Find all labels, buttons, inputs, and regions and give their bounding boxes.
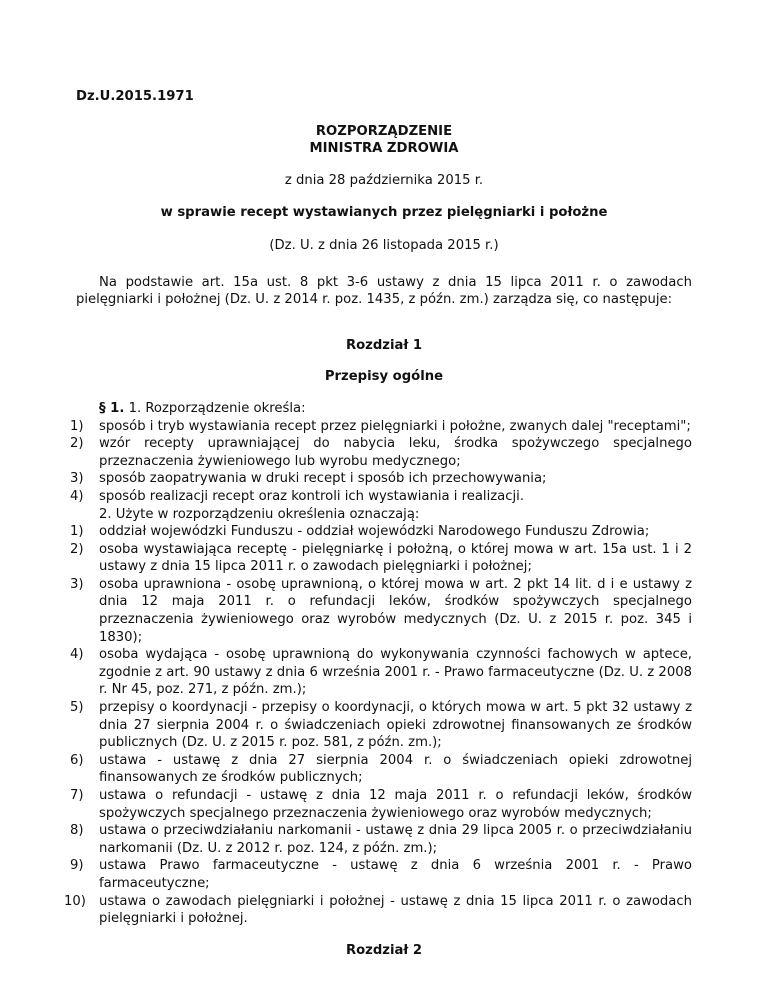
list-item-number: 5) [70, 700, 84, 716]
list-item-number: 3) [70, 471, 84, 487]
document-page [64, 88, 692, 959]
chapter-1-name: Przepisy ogólne [324, 369, 444, 385]
list-item-number: 10) [64, 893, 86, 909]
act-title [76, 123, 692, 158]
list-item [70, 470, 692, 488]
list-item [70, 787, 692, 822]
list-item-text: ustawa - ustawę z dnia 27 sierpnia 2004 r. o świadczeniach opieki zdrowotnej finansowanych ze środków publicznych; [99, 752, 692, 786]
list-item [70, 576, 692, 646]
act-date: z dnia 28 października 2015 r. [284, 172, 484, 188]
list-item [70, 699, 692, 752]
list-item-number: 8) [70, 823, 84, 839]
list-item-text: sposób realizacji recept oraz kontroli ich wystawiania i realizacji. [99, 488, 525, 504]
list-item-text: przepisy o koordynacji - przepisy o koordynacji, o których mowa w art. 5 pkt 32 ustawy z dnia 27 sierpnia 2004 r. o świadczeniach opieki zdrowotnej finansowanych ze środków publicznych (Dz. U. z 2015 r. poz. 581, z późn. zm.); [99, 700, 692, 751]
act-title-line2: MINISTRA ZDROWIA [309, 141, 459, 157]
list-item [70, 646, 692, 699]
list-item-number: 2) [70, 541, 84, 557]
list-item-number: 3) [70, 576, 84, 592]
list-item [70, 435, 692, 470]
section-mark: § 1. [99, 400, 125, 416]
list-item-text: ustawa Prawo farmaceutyczne - ustawę z dnia 6 września 2001 r. - Prawo farmaceutyczne; [99, 858, 692, 891]
list-item-text: sposób i tryb wystawiania recept przez pielęgniarki i położne, zwanych dalej "receptami"; [99, 418, 691, 434]
act-subject: w sprawie recept wystawianych przez pielęgniarki i położne [160, 205, 608, 221]
list-item-text: sposób zaopatrywania w druki recept i sposób ich przechowywania; [99, 471, 547, 487]
list-item-number: 9) [70, 858, 84, 874]
list-item-text: ustawa o zawodach pielęgniarki i położnej - ustawę z dnia 15 lipca 2011 r. o zawodach pielęgniarki i położnej. [99, 893, 692, 927]
list-item [70, 541, 692, 576]
list-item-text: osoba wydająca - osobę uprawnioną do wykonywania czynności fachowych w aptece, zgodnie z art. 90 ustawy z dnia 6 września 2001 r. - Prawo farmaceutyczne (Dz. U. z 2008 r. Nr 45, poz. 271, z późn. zm.); [99, 647, 692, 698]
publication-note: (Dz. U. z dnia 26 listopada 2015 r.) [269, 237, 499, 253]
list-item-text: ustawa o przeciwdziałaniu narkomanii - ustawę z dnia 29 lipca 2005 r. o przeciwdziałaniu narkomanii (Dz. U. z 2012 r. poz. 124, z późn. zm.); [99, 823, 692, 856]
list-item-text: wzór recepty uprawniającej do nabycia leku, środka spożywczego specjalnego przeznaczenia żywieniowego lub wyrobu medycznego; [99, 436, 692, 469]
chapter-2-label: Rozdział 2 [345, 942, 423, 958]
section-1-intro [76, 400, 692, 418]
list-item-number: 1) [70, 418, 84, 434]
list-item-number: 4) [70, 488, 84, 504]
list-item [70, 488, 692, 506]
scope-list [70, 418, 692, 506]
list-item-number: 6) [70, 752, 84, 768]
list-item [70, 752, 692, 787]
section-1-definitions-intro: 2. Użyte w rozporządzeniu określenia oznaczają: [99, 506, 420, 522]
preamble: Na podstawie art. 15a ust. 8 pkt 3-6 ustawy z dnia 15 lipca 2011 r. o zawodach pielęgniarki i położnej (Dz. U. z 2014 r. poz. 1435, z późn. zm.) zarządza się, co następuje: [76, 274, 692, 308]
list-item-text: osoba wystawiająca receptę - pielęgniarkę i położną, o której mowa w art. 15a ust. 1 i 2 ustawy z dnia 15 lipca 2011 r. o zawodach pielęgniarki i położnej; [99, 541, 692, 575]
section-1-intro-text: 1. Rozporządzenie określa: [124, 400, 306, 416]
list-item-text: ustawa o refundacji - ustawę z dnia 12 maja 2011 r. o refundacji leków, środków spożywczych specjalnego przeznaczenia żywieniowego oraz wyrobów medycznych; [99, 788, 692, 821]
definitions-list [64, 523, 692, 928]
list-item-text: oddział wojewódzki Funduszu - oddział wojewódzki Narodowego Funduszu Zdrowia; [99, 524, 650, 540]
list-item [70, 523, 692, 541]
list-item [64, 893, 692, 928]
list-item-number: 7) [70, 788, 84, 803]
list-item [70, 418, 692, 436]
list-item-number: 1) [70, 524, 84, 540]
list-item-text: osoba uprawniona - osobę uprawnioną, o której mowa w art. 2 pkt 14 lit. d i e ustawy z dnia 12 maja 2011 r. o refundacji leków, środków spożywczych specjalnego przeznaczenia żywieniowego oraz wyrobów medycznych (Dz. U. z 2015 r. poz. 345 i 1830); [99, 576, 692, 645]
list-item [70, 822, 692, 857]
list-item [70, 857, 692, 892]
chapter-1-label: Rozdział 1 [345, 337, 423, 353]
act-title-line1: ROZPORZĄDZENIE [315, 123, 453, 139]
list-item-number: 4) [70, 647, 84, 663]
journal-reference: Dz.U.2015.1971 [76, 89, 194, 104]
list-item-number: 2) [70, 436, 84, 452]
